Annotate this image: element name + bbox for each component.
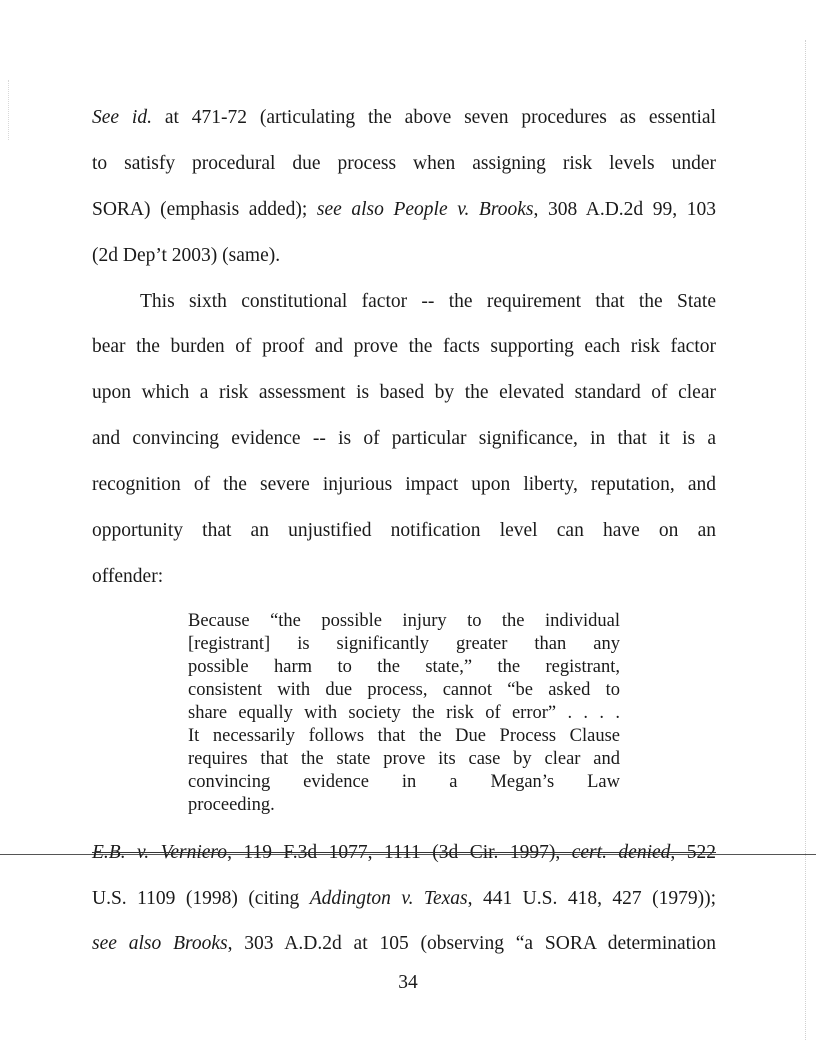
citation-text: , 441 U.S. 418, 427 (1979)); bbox=[467, 888, 717, 909]
body-line-3 bbox=[92, 198, 716, 222]
body-text: at 471-72 (articulating the above seven procedures as essential bbox=[151, 107, 716, 128]
citation-text: , 303 A.D.2d at 105 (observing “a SORA determination bbox=[227, 933, 716, 954]
case-name: E.B. v. Verniero bbox=[92, 842, 228, 863]
quote-line-9: proceeding. bbox=[188, 795, 275, 815]
body-line-10: opportunity that an unjustified notification level can have on an bbox=[92, 520, 716, 541]
citation-text: , 522 bbox=[670, 842, 717, 863]
quote-line-4: consistent with due process, cannot “be asked to bbox=[188, 680, 620, 700]
citation-text: , 119 F.3d 1077, 1111 (3d Cir. 1997), bbox=[227, 842, 572, 863]
citation-line-2 bbox=[92, 887, 716, 911]
body-text: SORA) (emphasis added); bbox=[92, 199, 317, 220]
quote-line-7: requires that the state prove its case by clear and bbox=[188, 749, 620, 769]
body-line-6: bear the burden of proof and prove the facts supporting each risk factor bbox=[92, 336, 716, 357]
page-number: 34 bbox=[398, 972, 418, 993]
citation-line-3 bbox=[92, 932, 716, 956]
quote-line-5: share equally with society the risk of error” . . . . bbox=[188, 703, 620, 723]
quote-line-8: convincing evidence in a Megan’s Law bbox=[188, 772, 620, 792]
body-line-5: This sixth constitutional factor -- the requirement that the State bbox=[140, 291, 716, 312]
body-line-9: recognition of the severe injurious impact upon liberty, reputation, and bbox=[92, 474, 716, 495]
body-line-4: (2d Dep’t 2003) (same). bbox=[92, 245, 281, 266]
case-name: see also People v. Brooks bbox=[316, 199, 534, 220]
citation-signal: see also Brooks bbox=[92, 933, 228, 954]
body-line-11: offender: bbox=[92, 566, 164, 587]
body-line-2: to satisfy procedural due process when assigning risk levels under bbox=[92, 153, 716, 174]
quote-line-6: It necessarily follows that the Due Process Clause bbox=[188, 726, 620, 746]
body-line-7: upon which a risk assessment is based by the elevated standard of clear bbox=[92, 382, 716, 403]
body-line-1 bbox=[92, 106, 716, 130]
quote-line-1: Because “the possible injury to the individual bbox=[188, 611, 620, 631]
citation-line-1 bbox=[92, 841, 716, 865]
citation-text: U.S. 1109 (1998) (citing bbox=[92, 888, 310, 909]
body-text: , 308 A.D.2d 99, 103 bbox=[533, 199, 716, 220]
case-name: Addington v. Texas bbox=[309, 888, 468, 909]
scan-edge-mark-left bbox=[8, 80, 10, 140]
quote-line-3: possible harm to the state,” the registrant, bbox=[188, 657, 620, 677]
quote-line-2: [registrant] is significantly greater than any bbox=[188, 634, 620, 654]
citation-signal: See id. bbox=[92, 107, 152, 128]
body-line-8: and convincing evidence -- is of particular significance, in that it is a bbox=[92, 428, 716, 449]
scan-edge-mark bbox=[804, 40, 806, 1040]
citation-signal: cert. denied bbox=[571, 842, 671, 863]
